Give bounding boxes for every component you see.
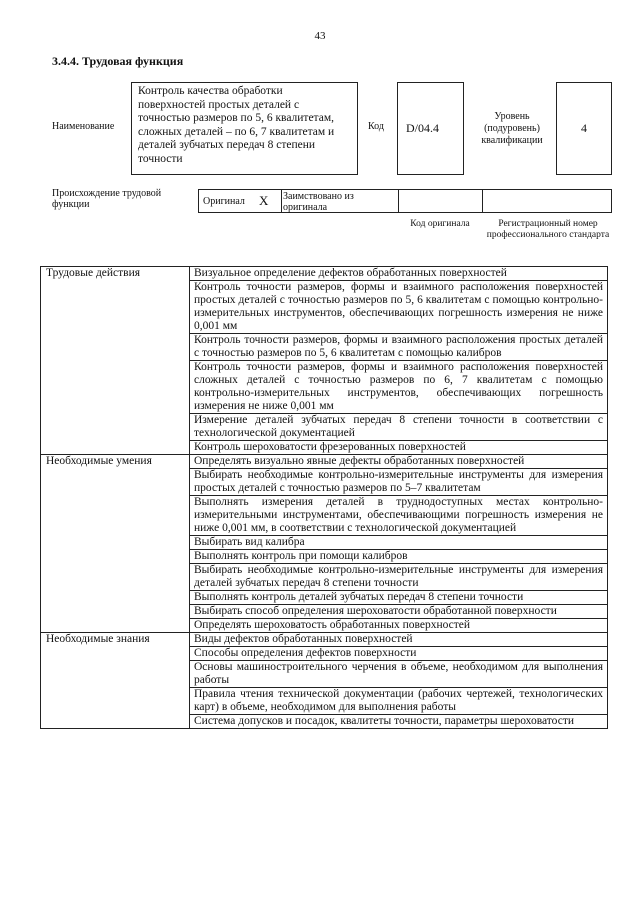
item-cell: Система допусков и посадок, квалитеты точности, параметры шероховатости — [190, 715, 608, 729]
item-cell: Визуальное определение дефектов обработанных поверхностей — [190, 267, 608, 281]
reg-number-cell — [482, 190, 611, 212]
original-label: Оригинал — [203, 196, 245, 207]
section-title-cell: Необходимые знания — [41, 633, 190, 729]
table-row — [41, 267, 608, 281]
item-cell: Выбирать необходимые контрольно-измерительные инструменты для измерения простых деталей с точностью размеров по 5–7 квалитетам — [190, 469, 608, 496]
function-name-box: Контроль качества обработки поверхностей простых деталей с точностью размеров по 5, 6 квалитетам, сложных деталей – по 6, 7 квалитетам и деталей зубчатых передач 8 степени точности — [131, 82, 358, 175]
reg-number-label: Регистрационный номер профессионального стандарта — [486, 219, 610, 240]
original-code-label: Код оригинала — [410, 219, 470, 229]
item-cell: Выполнять контроль при помощи калибров — [190, 550, 608, 564]
table-row — [41, 455, 608, 469]
item-cell: Виды дефектов обработанных поверхностей — [190, 633, 608, 647]
borrowed-cell: Заимствовано из оригинала — [281, 190, 399, 212]
item-cell: Контроль точности размеров, формы и взаимного расположения поверхностей простых деталей с точностью размеров по 5, 6 квалитетам с помощью контрольно-измерительных инструментов, обеспечивающих погрешность измерения не ниже 0,001 мм — [190, 281, 608, 334]
item-cell: Правила чтения технической документации (рабочих чертежей, технологических карт) в объеме, необходимом для выполнения работы — [190, 688, 608, 715]
item-cell: Определять шероховатость обработанных поверхностей — [190, 619, 608, 633]
section-title: 3.4.4. Трудовая функция — [52, 54, 184, 68]
item-cell: Выбирать вид калибра — [190, 536, 608, 550]
item-cell: Основы машиностроительного черчения в объеме, необходимом для выполнения работы — [190, 661, 608, 688]
section-title-cell: Необходимые умения — [41, 455, 190, 633]
item-cell: Выполнять измерения деталей в труднодоступных местах контрольно-измерительными инструментами, обеспечивающими погрешность измерения не ниже 0,001 мм, в соответствии с технологической документацией — [190, 496, 608, 536]
item-cell: Определять визуально явные дефекты обработанных поверхностей — [190, 455, 608, 469]
code-label: Код — [368, 121, 384, 132]
code-box: D/04.4 — [397, 82, 464, 175]
original-cell — [199, 190, 282, 212]
origin-row — [198, 189, 612, 213]
section-title-cell: Трудовые действия — [41, 267, 190, 455]
page-number: 43 — [314, 30, 326, 42]
item-cell: Выбирать способ определения шероховатости обработанной поверхности — [190, 605, 608, 619]
origin-label: Происхождение трудовой функции — [52, 188, 162, 210]
item-cell: Контроль точности размеров, формы и взаимного расположения поверхностей сложных деталей с точностью размеров по 6, 7 квалитетам с помощью контрольно-измерительных инструментов, обеспечивающих погрешность измерения не ниже 0,001 мм — [190, 361, 608, 414]
item-cell: Контроль точности размеров, формы и взаимного расположения простых деталей с точностью размеров по 5, 6 квалитетам с помощью калибров — [190, 334, 608, 361]
item-cell: Способы определения дефектов поверхности — [190, 647, 608, 661]
original-mark: X — [259, 193, 269, 208]
original-code-cell — [399, 190, 483, 212]
item-cell: Выбирать необходимые контрольно-измерительные инструменты для измерения деталей зубчатых передач 8 степени точности — [190, 564, 608, 591]
table-row — [41, 633, 608, 647]
competencies-table — [40, 266, 608, 729]
name-label: Наименование — [52, 121, 115, 132]
level-box: 4 — [556, 82, 612, 175]
item-cell: Выполнять контроль деталей зубчатых передач 8 степени точности — [190, 591, 608, 605]
level-label: Уровень (подуровень) квалификации — [481, 111, 543, 146]
item-cell: Измерение деталей зубчатых передач 8 степени точности в соответствии с технологической документацией — [190, 414, 608, 441]
item-cell: Контроль шероховатости фрезерованных поверхностей — [190, 441, 608, 455]
